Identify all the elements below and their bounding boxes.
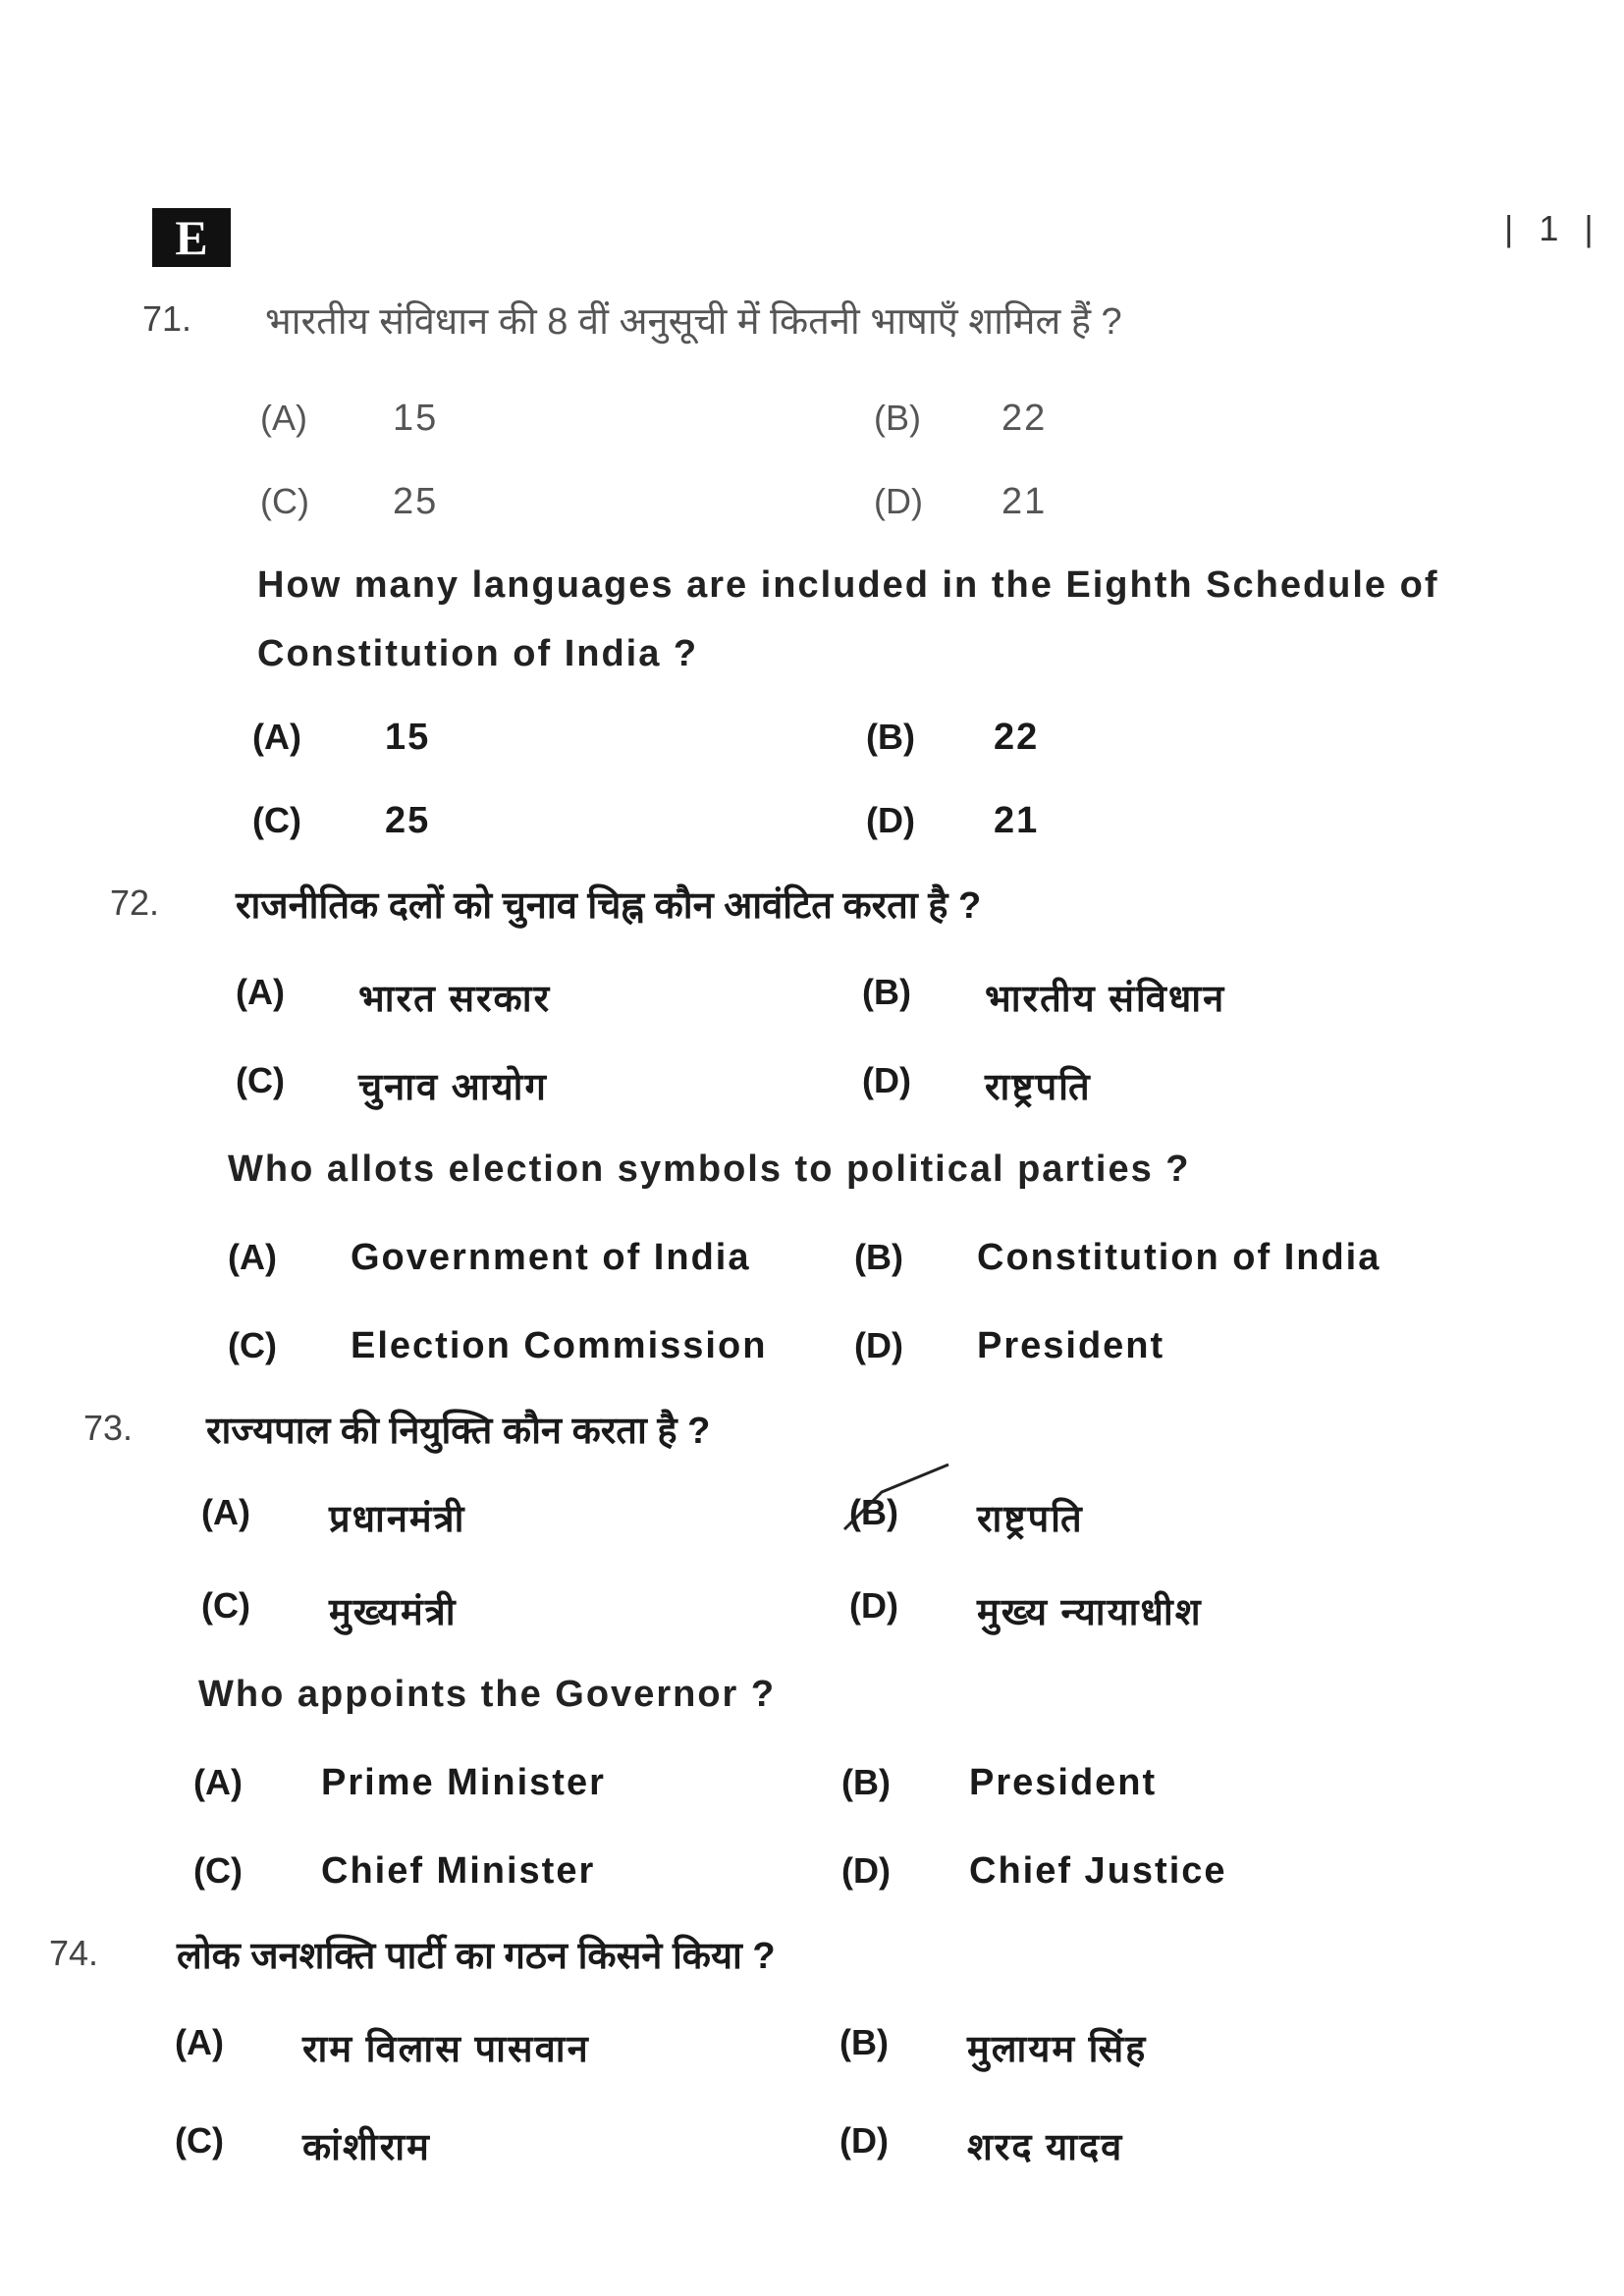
question-text-hindi: लोक जनशक्ति पार्टी का गठन किसने किया ?	[177, 1936, 776, 1977]
set-code-badge: E	[152, 208, 231, 267]
option-text-hindi: 15	[393, 398, 439, 439]
option-label: (C)	[201, 1585, 250, 1626]
option-text-hindi: मुख्य न्यायाधीश	[977, 1592, 1203, 1633]
option-label: (A)	[228, 1237, 277, 1277]
option-label: (C)	[228, 1325, 277, 1365]
option-label: (C)	[193, 1850, 243, 1891]
option-text-hindi: मुलायम सिंह	[967, 2029, 1148, 2070]
option-label: (B)	[854, 1237, 903, 1277]
option-text-english: Chief Minister	[321, 1850, 596, 1892]
option-text-english: President	[969, 1762, 1158, 1803]
question-text-english-line2: Constitution of India ?	[257, 633, 699, 674]
option-text-hindi: 21	[1001, 481, 1048, 522]
option-text-english: President	[977, 1325, 1165, 1366]
option-label: (A)	[193, 1762, 243, 1802]
option-text-hindi: मुख्यमंत्री	[329, 1592, 458, 1633]
question-text-hindi: राज्यपाल की नियुक्ति कौन करता है ?	[206, 1411, 711, 1452]
option-text-hindi: प्रधानमंत्री	[329, 1499, 466, 1540]
option-label: (C)	[236, 1060, 285, 1100]
option-text-english: Prime Minister	[321, 1762, 606, 1803]
option-label: (A)	[252, 717, 301, 757]
option-label: (D)	[841, 1850, 891, 1891]
option-label: (D)	[866, 800, 915, 840]
option-label: (C)	[252, 800, 301, 840]
option-label: (D)	[854, 1325, 903, 1365]
option-text-hindi: 25	[393, 481, 439, 522]
option-text-english: 21	[994, 800, 1040, 841]
question-number: 71.	[142, 298, 192, 339]
option-text-hindi: कांशीराम	[302, 2127, 431, 2168]
option-label: (B)	[866, 717, 915, 757]
question-text-hindi: भारतीय संविधान की 8 वीं अनुसूची में कितनी भाषाएँ शामिल हैं ?	[265, 301, 1122, 343]
option-text-english: Election Commission	[351, 1325, 768, 1366]
question-number: 74.	[49, 1933, 99, 1973]
question-number: 73.	[83, 1408, 134, 1448]
option-text-hindi: शरद यादव	[967, 2127, 1124, 2168]
option-text-english: Government of India	[351, 1237, 751, 1278]
option-label: (C)	[260, 481, 309, 521]
option-text-hindi: भारत सरकार	[358, 979, 552, 1020]
option-label: (A)	[260, 398, 307, 438]
option-label: (D)	[874, 481, 923, 521]
option-label: (A)	[236, 972, 285, 1012]
option-label: (B)	[849, 1492, 898, 1532]
question-text-english: How many languages are included in the Eighth Schedule of	[257, 564, 1439, 606]
option-label: (D)	[849, 1585, 898, 1626]
option-label: (B)	[839, 2022, 889, 2062]
option-text-hindi: भारतीय संविधान	[985, 979, 1226, 1020]
option-text-hindi: राष्ट्रपति	[985, 1067, 1092, 1108]
option-label: (A)	[175, 2022, 224, 2062]
question-text-hindi: राजनीतिक दलों को चुनाव चिह्न कौन आवंटित करता है ?	[236, 885, 982, 927]
option-text-hindi: राम विलास पासवान	[302, 2029, 590, 2070]
option-label: (B)	[841, 1762, 891, 1802]
option-text-hindi: राष्ट्रपति	[977, 1499, 1084, 1540]
option-label: (B)	[874, 398, 921, 438]
option-text-hindi: 22	[1001, 398, 1048, 439]
option-label: (D)	[862, 1060, 911, 1100]
option-label: (C)	[175, 2120, 224, 2161]
option-text-english: Chief Justice	[969, 1850, 1227, 1892]
option-label: (A)	[201, 1492, 250, 1532]
question-text-english: Who allots election symbols to political parties ?	[228, 1148, 1191, 1190]
option-text-english: 22	[994, 717, 1040, 758]
question-text-english: Who appoints the Governor ?	[198, 1674, 777, 1715]
option-text-english: 15	[385, 717, 431, 758]
option-label: (D)	[839, 2120, 889, 2161]
page-number: | 1 |	[1504, 208, 1601, 248]
option-label: (B)	[862, 972, 911, 1012]
option-text-hindi: चुनाव आयोग	[358, 1067, 548, 1108]
option-text-english: Constitution of India	[977, 1237, 1381, 1278]
question-number: 72.	[110, 882, 160, 923]
option-text-english: 25	[385, 800, 431, 841]
tick-mark-icon	[842, 1463, 950, 1531]
